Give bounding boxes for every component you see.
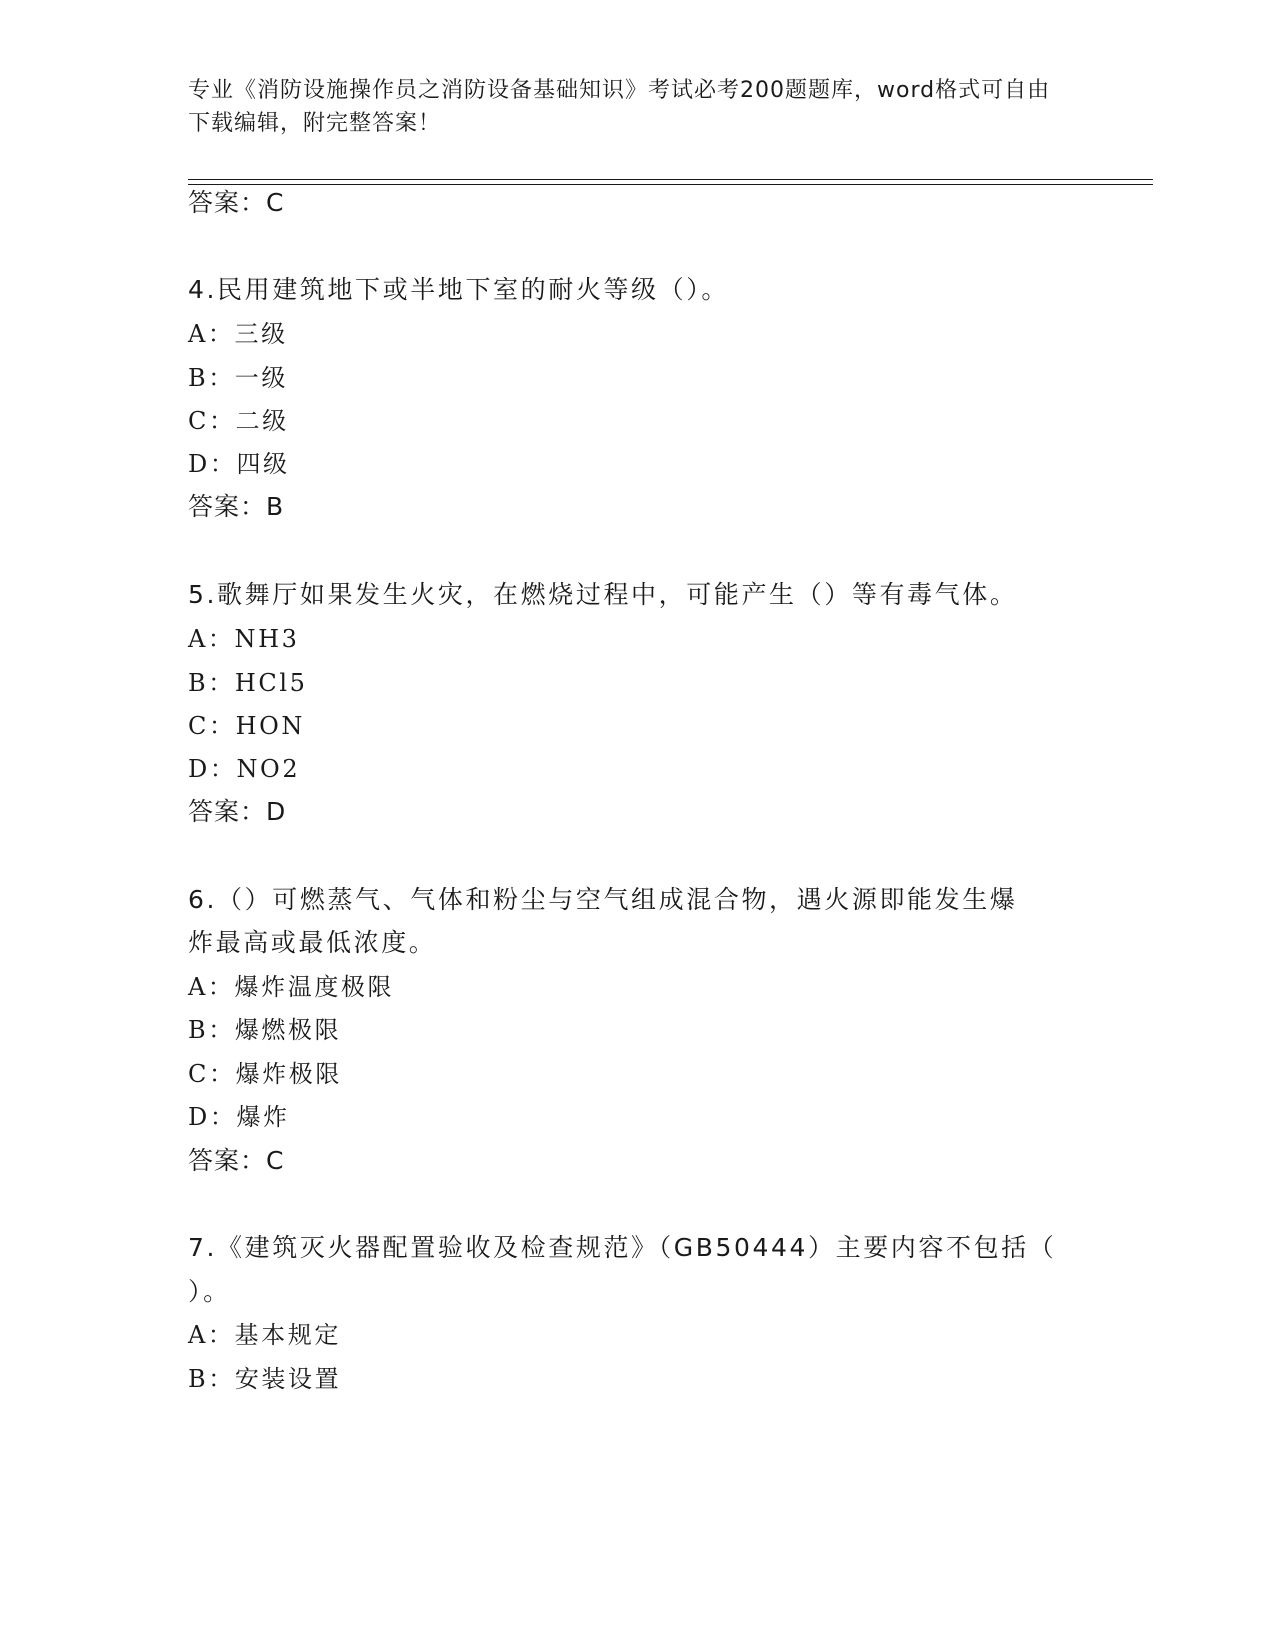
- header-divider-top: [188, 179, 1153, 180]
- previous-answer: 答案：C: [188, 188, 285, 217]
- question-6-option-b: B：爆燃极限: [188, 1016, 342, 1044]
- question-5-option-c: C：HON: [188, 712, 305, 740]
- question-6-option-c: C：爆炸极限: [188, 1060, 342, 1088]
- question-4-option-b: B：一级: [188, 364, 289, 392]
- question-5-option-d: D：NO2: [188, 755, 301, 783]
- question-7-stem-line-1: 7.《建筑灭火器配置验收及检查规范》（GB50444）主要内容不包括（: [188, 1233, 1057, 1262]
- question-5-option-b: B：HCl5: [188, 669, 308, 697]
- question-5-option-a: A：NH3: [188, 625, 300, 653]
- question-7-option-b: B：安装设置: [188, 1365, 342, 1393]
- question-7-stem-line-2: ）。: [188, 1277, 231, 1306]
- question-6-stem-line-1: 6.（）可燃蒸气、气体和粉尘与空气组成混合物，遇火源即能发生爆: [188, 885, 1018, 914]
- question-4-option-d: D：四级: [188, 450, 290, 478]
- question-7-option-a: A：基本规定: [188, 1321, 341, 1349]
- question-6-option-a: A：爆炸温度极限: [188, 973, 395, 1001]
- question-6-option-d: D：爆炸: [188, 1103, 290, 1131]
- question-4-option-c: C：二级: [188, 407, 289, 435]
- document-header: 专业《消防设施操作员之消防设备基础知识》考试必考200题题库，word格式可自由下载编辑，附完整答案！: [188, 78, 1051, 136]
- header-divider-bottom: [188, 184, 1153, 185]
- question-4-option-a: A：三级: [188, 320, 288, 348]
- question-6-stem-line-2: 炸最高或最低浓度。: [188, 928, 437, 957]
- question-4-stem-line-1: 4.民用建筑地下或半地下室的耐火等级（）。: [188, 275, 729, 304]
- question-5-stem-line-1: 5.歌舞厅如果发生火灾，在燃烧过程中，可能产生（）等有毒气体。: [188, 580, 1018, 609]
- question-5-answer: 答案：D: [188, 797, 287, 826]
- question-4-answer: 答案：B: [188, 492, 285, 521]
- question-6-answer: 答案：C: [188, 1146, 285, 1175]
